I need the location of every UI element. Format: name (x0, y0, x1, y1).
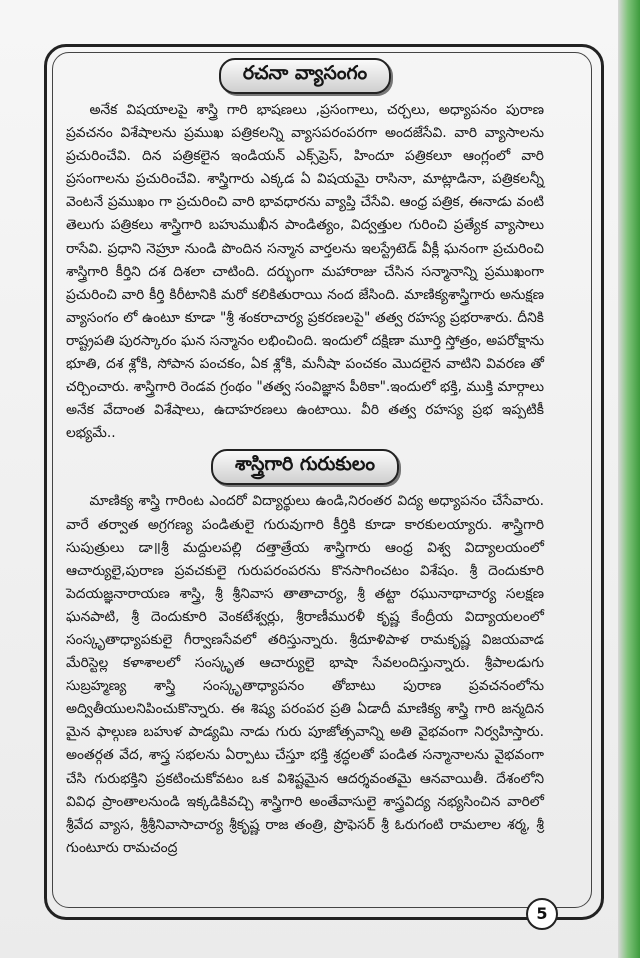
section1-paragraph: అనేక విషయాలపై శాస్త్రి గారి భాషణలు ,ప్రసంగాలు, చర్చలు, అధ్యాపనం పురాణ ప్రవచనం విశేషాలను ప్రముఖ పత్రికలన్ని వ్యాసపరంపరగా అందజేసేవి. వారి వ్యాసాలను ప్రచురించేవి. దిన పత్రికలైన ఇండియన్ ఎక్స్‌ప్రెస్, హిందూ పత్రికలూ ఆంగ్లంలో వారి ప్రసంగాలను ప్రచురించేవి. శాస్త్రిగారు ఎక్కడ ఏ విషయమై రాసినా, మాట్లాడినా, పత్రికలన్నీ వెంటనే ప్రముఖం గా ప్రచురించి వారి భావధారను వ్యాప్తి చేసేవి. ఆంధ్ర పత్రిక, ఈనాడు వంటి తెలుగు పత్రికలు శాస్త్రిగారి బహుముఖీన పాండిత్యం, విద్వత్తుల గురించి ప్రత్యేక వ్యాసాలు రాసేవి. ప్రధాని నెహ్రూ నుండి పొందిన సన్మాన వార్తలను ఇలస్ట్రేటెడ్ వీక్లీ ఘనంగా ప్రచురించి శాస్త్రిగారి కీర్తిని దశ దిశలా చాటింది. దర్భుంగా మహారాజు చేసిన సన్మానాన్ని ప్రముఖంగా ప్రచురించి వారి కీర్తి కిరీటానికి మరో కలికితురాయి నంద జేసింది. మాణిక్యశాస్త్రిగారు అనుక్షణ వ్యాసంగం లో ఉంటూ కూడా "శ్రీ శంకరాచార్య ప్రకరణలపై" తత్వ రహస్య ప్రభరాశారు. దీనికి రాష్ట్రపతి పురస్కారం ఘన సన్మానం లభించింది. ఇందులో దక్షిణా మూర్తి స్తోత్రం, అపరోక్షాను భూతి, దశ శ్లోకి, సోపాన పంచకం, ఏక శ్లోకి, మనీషా పంచకం మొదలైన వాటిని వివరణ తో చర్చించారు. శాస్త్రిగారి రెండవ గ్రంథం "తత్వ సంవిజ్ఞాన పీఠికా".ఇందులో భక్తి, ముక్తి మార్గాలు అనేక వేదాంత విశేషాలు, ఉదాహరణలు ఉంటాయి. వీరి తత్వ రహస్య ప్రభ ఇప్పటికీ లభ్యమే.. (66, 102, 544, 442)
page-content (66, 56, 544, 860)
page-number: 5 (526, 898, 558, 930)
section2-heading-wrap (66, 449, 544, 485)
section1-heading: రచనా వ్యాసంగం (219, 58, 391, 94)
section1-heading-wrap (66, 58, 544, 94)
section2-paragraph: మాణిక్య శాస్త్రి గారింట ఎందరో విద్యార్థులు ఉండి,నిరంతర విద్య అధ్యాపనం చేసేవారు. వారే తర్వాత అగ్రగణ్య పండితులై గురువుగారి కీర్తికి కూడా కారకులయ్యారు. శాస్త్రిగారి సుపుత్రులు డా॥శ్రీ మద్దులపల్లి దత్తాత్రేయ శాస్త్రిగారు ఆంధ్ర విశ్వ విద్యాలయంలో ఆచార్యులై,పురాణ ప్రవచకులై గురుపరంపరను కొనసాగించటం విశేషం. శ్రీ దెందుకూరి పెదయజ్ఞనారాయణ శాస్త్రి, శ్రీ శ్రీనివాస తాతాచార్య, శ్రీ తట్టా రఘునాథాచార్య సలక్షణ ఘనపాటి, శ్రీ దెందుకూరి వెంకటేశ్వర్లు, శ్రీరాణీమురళీ కృష్ణ కేంద్రీయ విద్యాయలంలో సంస్కృతాధ్యాపకులై గీర్వాణసేవలో తరిస్తున్నారు. శ్రీదూళిపాళ రామకృష్ణ విజయవాడ మేరిస్టెల్ల కళాశాలలో సంస్కృత ఆచార్యులై భాషా సేవలందిస్తున్నారు. శ్రీపాలడుగు సుబ్రహ్మణ్య శాస్త్రి సంస్కృతాధ్యాపనం తోబాటు పురాణ ప్రవచనంలోను అద్వితీయులనిపించుకొన్నారు. ఈ శిష్య పరంపర ప్రతి ఏడాదీ మాణిక్య శాస్త్రి గారి జన్మదిన మైన ఫాల్గుణ బహుళ పాడ్యమి నాడు గురు పూజోత్సవాన్ని అతి వైభవంగా నిర్వహిస్తారు. అంతర్గత వేద, శాస్త్ర సభలను ఏర్పాటు చేస్తూ భక్తి శ్రద్ధలతో పండిత సన్మానాలను వైభవంగా చేసి గురుభక్తిని ప్రకటించుకోవటం ఒక విశిష్టమైన ఆదర్శవంతమై ఆనవాయితీ. దేశంలోని వివిధ ప్రాంతాలనుండి ఇక్కడికివచ్చి శాస్త్రిగారి అంతేవాసులై శాస్త్రవిద్య నభ్యసించిన వారిలో శ్రీవేద వ్యాస, శ్రీశ్రీనివాసాచార్య శ్రీకృష్ణ రాజ తంత్రి, ప్రొఫెసర్ శ్రీ ఓరుగంటి రామలాల శర్మ, శ్రీ గుంటూరు రామచంద్ర (66, 493, 544, 856)
green-binding-strip (618, 0, 640, 958)
section2-heading: శాస్త్రిగారి గురుకులం (211, 449, 399, 485)
